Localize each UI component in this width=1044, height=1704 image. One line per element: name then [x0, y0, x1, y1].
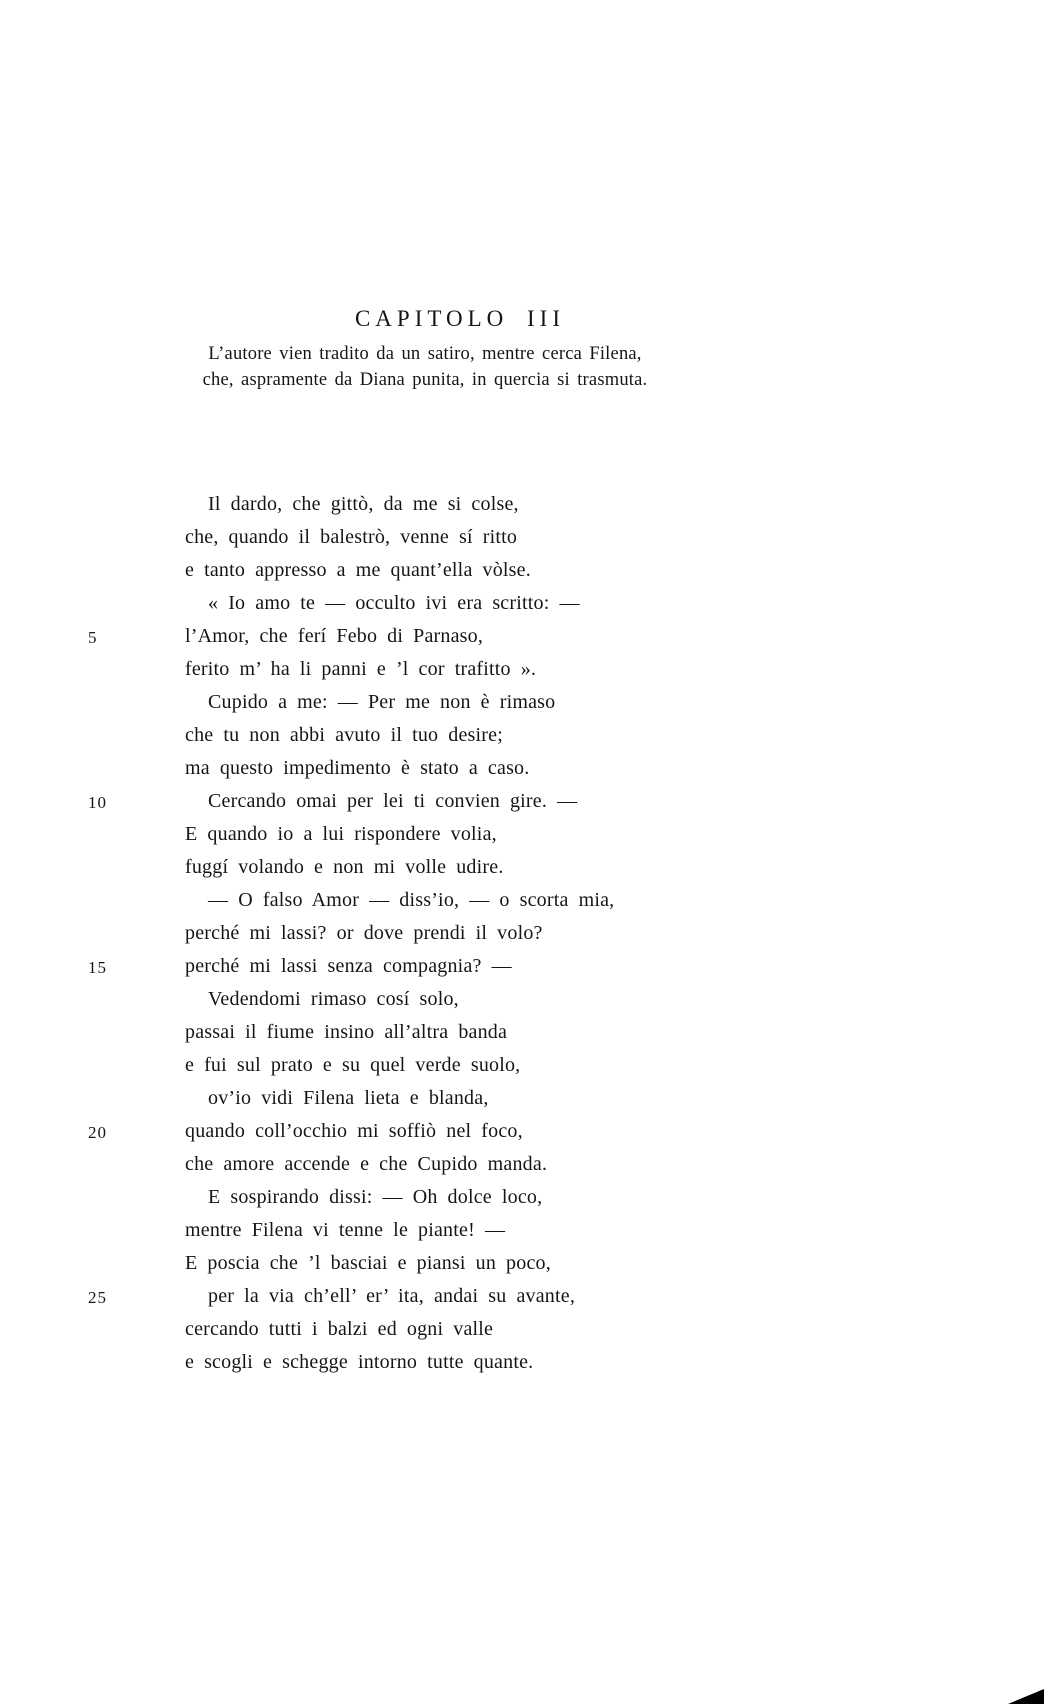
poem-line [88, 818, 614, 851]
poem-line [88, 1313, 614, 1346]
verse-text: per la via ch’ell’ er’ ita, andai su avante, [208, 1285, 576, 1307]
poem-line [88, 1115, 614, 1148]
verse-text: l’Amor, che ferí Febo di Parnaso, [185, 625, 484, 647]
verse-text: quando coll’occhio mi soffiò nel foco, [185, 1120, 523, 1142]
poem-line [88, 785, 614, 818]
line-number: 25 [88, 1288, 107, 1307]
verse-text: Cupido a me: — Per me non è rimaso [208, 691, 556, 713]
chapter-argument [105, 341, 745, 393]
poem-line [88, 884, 614, 917]
scan-corner-artifact [1008, 1687, 1044, 1704]
verse-text: — O falso Amor — diss’io, — o scorta mia, [208, 889, 615, 911]
line-number: 20 [88, 1123, 107, 1142]
poem-line [88, 554, 614, 587]
verse-text: E poscia che ’l basciai e piansi un poco, [185, 1252, 551, 1274]
verse-text: mentre Filena vi tenne le piante! — [185, 1219, 506, 1241]
poem [88, 488, 614, 1379]
verse-text: perché mi lassi? or dove prendi il volo? [185, 922, 543, 944]
poem-line [88, 917, 614, 950]
verse-text: e tanto appresso a me quant’ella vòlse. [185, 559, 531, 581]
poem-line [88, 1016, 614, 1049]
verse-text: fuggí volando e non mi volle udire. [185, 856, 504, 878]
poem-line [88, 653, 614, 686]
chapter-title: CAPITOLO III [354, 306, 566, 331]
line-number: 15 [88, 958, 107, 977]
verse-text: Vedendomi rimaso cosí solo, [208, 988, 459, 1010]
poem-line [88, 1082, 614, 1115]
verse-text: e fui sul prato e su quel verde suolo, [185, 1054, 521, 1076]
poem-line [88, 488, 614, 521]
argument-line: che, aspramente da Diana punita, in quercia si trasmuta. [202, 370, 648, 390]
verse-text: « Io amo te — occulto ivi era scritto: — [208, 592, 580, 614]
poem-line [88, 587, 614, 620]
poem-line [88, 983, 614, 1016]
line-number: 10 [88, 793, 107, 812]
verse-text: E quando io a lui rispondere volia, [185, 823, 497, 845]
verse-text: Il dardo, che gittò, da me si colse, [208, 493, 519, 515]
poem-line [88, 1181, 614, 1214]
verse-text: ferito m’ ha li panni e ’l cor trafitto ». [185, 658, 537, 680]
poem-line [88, 851, 614, 884]
poem-line [88, 752, 614, 785]
verse-text: passai il fiume insino all’altra banda [185, 1021, 508, 1043]
poem-line [88, 950, 614, 983]
verse-text: e scogli e schegge intorno tutte quante. [185, 1351, 534, 1373]
poem-line [88, 620, 614, 653]
poem-line [88, 1346, 614, 1379]
verse-text: ma questo impedimento è stato a caso. [185, 757, 530, 779]
poem-line [88, 1148, 614, 1181]
poem-line [88, 686, 614, 719]
poem-line [88, 719, 614, 752]
poem-line [88, 1247, 614, 1280]
poem-line [88, 521, 614, 554]
verse-text: Cercando omai per lei ti convien gire. — [208, 790, 578, 812]
verse-text: perché mi lassi senza compagnia? — [185, 955, 512, 977]
verse-text: E sospirando dissi: — Oh dolce loco, [208, 1186, 543, 1208]
poem-line [88, 1280, 614, 1313]
verse-text: che amore accende e che Cupido manda. [185, 1153, 548, 1175]
verse-text: che, quando il balestrò, venne sí ritto [185, 526, 518, 548]
poem-line [88, 1049, 614, 1082]
verse-text: ov’io vidi Filena lieta e blanda, [208, 1087, 489, 1109]
verse-text: cercando tutti i balzi ed ogni valle [185, 1318, 494, 1340]
verse-text: che tu non abbi avuto il tuo desire; [185, 724, 503, 746]
poem-line [88, 1214, 614, 1247]
argument-line: L’autore vien tradito da un satiro, mentre cerca Filena, [208, 344, 642, 364]
line-number: 5 [88, 628, 98, 647]
